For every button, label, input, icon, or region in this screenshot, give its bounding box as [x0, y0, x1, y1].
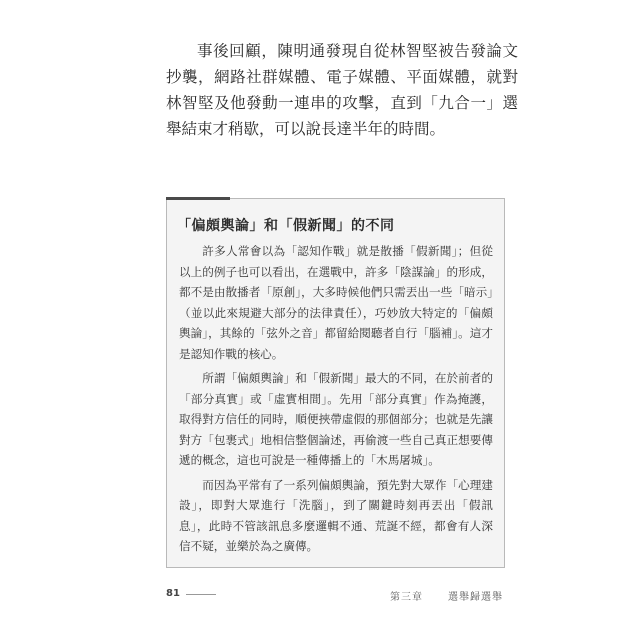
sidebar-paragraph: 而因為平常有了一系列偏頗輿論，預先對大眾作「心理建設」，即對大眾進行「洗腦」，到了關鍵時刻再丟出「假訊息」，此時不管該訊息多麼邏輯不通、荒誕不經，都會有人深信不疑，並樂於為之廣傳。 — [179, 477, 493, 553]
sidebar-paragraph: 許多人常會以為「認知作戰」就是散播「假新聞」；但從以上的例子也可以看出，在選戰中，許多「陰謀論」的形成，都不是由散播者「原創」，大多時候他們只需丟出一些「暗示」（並以此來規避大部分的法律責任），巧妙放大特定的「偏頗輿論」，其餘的「弦外之音」都留給閱聽者自行「腦補」。這才是認知作戰的核心。 — [179, 244, 493, 361]
sidebar-paragraph: 所謂「偏頗輿論」和「假新聞」最大的不同，在於前者的「部分真實」或「虛實相間」。先用「部分真實」作為掩護，取得對方信任的同時，順便挾帶虛假的那個部分；也就是先讓對方「包裹式」地相信整個論述，再偷渡一些自己真正想要傳遞的概念，這也可說是一種傳播上的「木馬屠城」。 — [179, 371, 493, 467]
chapter-label: 第三章 — [390, 592, 423, 603]
footer-divider — [186, 594, 216, 595]
main-paragraph: 事後回顧，陳明通發現自從林智堅被告發論文抄襲，網路社群媒體、電子媒體、平面媒體，就對林智堅及他發動一連串的攻擊，直到「九合一」選舉結束才稍歇，可以說長達半年的時間。 — [166, 42, 518, 138]
sidebar-accent-bar — [166, 197, 230, 200]
page-footer — [166, 588, 506, 606]
section-label: 選舉歸選舉 — [448, 592, 503, 603]
sidebar-body — [179, 241, 493, 561]
main-text — [166, 38, 518, 142]
page-number: 81 — [166, 588, 180, 599]
sidebar-box — [166, 198, 505, 568]
sidebar-title: 「偏頗輿論」和「假新聞」的不同 — [177, 218, 395, 234]
